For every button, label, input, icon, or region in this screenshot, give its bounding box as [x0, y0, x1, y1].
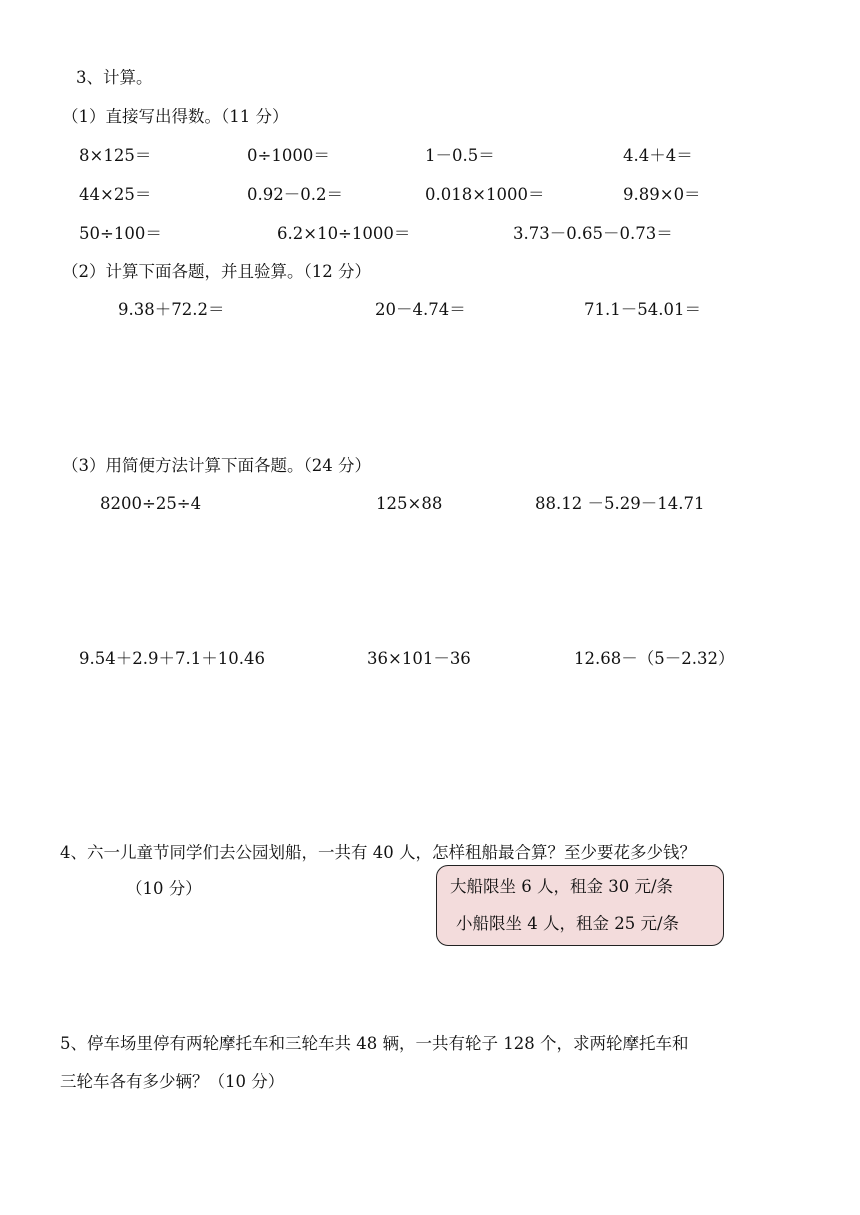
part2-heading: （2）计算下面各题，并且验算。（12 分）	[62, 262, 371, 281]
section5-question-line1: 5、停车场里停有两轮摩托车和三轮车共 48 辆，一共有轮子 128 个，求两轮摩托车和	[60, 1034, 689, 1053]
part1-problem: 9.89×0＝	[623, 185, 701, 204]
part1-problem: 0.92－0.2＝	[247, 185, 343, 204]
part3-problem: 12.68－（5－2.32）	[574, 649, 735, 668]
boat-rental-info-box	[436, 865, 724, 946]
part2-problem: 9.38＋72.2＝	[118, 300, 225, 319]
part1-problem: 0÷1000＝	[247, 146, 330, 165]
section5-question-line2: 三轮车各有多少辆？（10 分）	[60, 1072, 285, 1091]
part1-heading: （1）直接写出得数。（11 分）	[62, 107, 289, 126]
part3-heading: （3）用简便方法计算下面各题。（24 分）	[62, 456, 371, 475]
part3-problem: 125×88	[376, 494, 443, 513]
part1-problem: 3.73－0.65－0.73＝	[513, 224, 673, 243]
section4-question: 4、六一儿童节同学们去公园划船，一共有 40 人，怎样租船最合算？至少要花多少钱？	[60, 843, 696, 862]
part2-problem: 20－4.74＝	[375, 300, 466, 319]
section3-title: 3、计算。	[76, 68, 153, 87]
part2-problem: 71.1－54.01＝	[584, 300, 701, 319]
part1-problem: 44×25＝	[79, 185, 152, 204]
part3-problem: 9.54＋2.9＋7.1＋10.46	[79, 649, 265, 668]
section4-score: （10 分）	[126, 879, 202, 898]
part1-problem: 0.018×1000＝	[425, 185, 545, 204]
part3-problem: 88.12 －5.29－14.71	[535, 494, 705, 513]
part1-problem: 50÷100＝	[79, 224, 162, 243]
part3-problem: 8200÷25÷4	[100, 494, 202, 513]
part1-problem: 8×125＝	[79, 146, 152, 165]
big-boat-info: 大船限坐 6 人，租金 30 元/条	[450, 877, 674, 896]
part1-problem: 1－0.5＝	[425, 146, 495, 165]
part1-problem: 6.2×10÷1000＝	[277, 224, 411, 243]
part1-problem: 4.4＋4＝	[623, 146, 693, 165]
small-boat-info: 小船限坐 4 人，租金 25 元/条	[456, 914, 680, 933]
part3-problem: 36×101－36	[367, 649, 471, 668]
